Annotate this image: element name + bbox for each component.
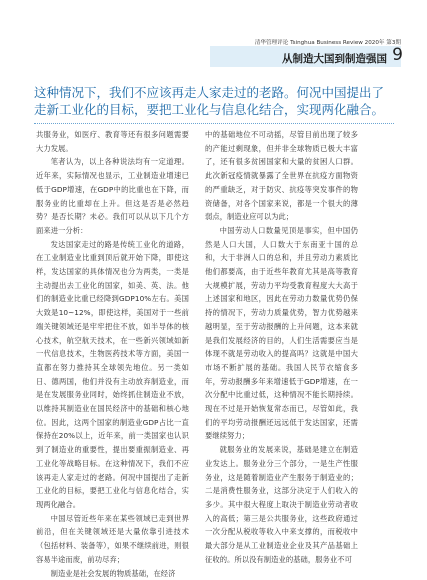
article-column-left xyxy=(36,128,189,580)
pullquote: 这种情况下，我们不应该再走人家走过的老路。何况中国提出了走新工业化的目标，要把工业化与信息化结合，实现两化融合。 xyxy=(34,84,394,118)
paragraph: 就服务业的发展来说，基础是建立在制造业发达上。服务业分三个部分，一是生产性服务业，这是随着制造业产生服务于制造业的；二是消费性服务业，这部分决定于人们收入的多少。其中很大程度上取决于制造业劳动者收入的高低；第三是公共服务业，这些政府通过一次分配从税收等收入中来支撑的，而税收中最大部分是从工业制造业企业及其产品基础上征收的。所以没有制造业的基础，服务业不可 xyxy=(205,443,358,566)
pullquote-divider xyxy=(34,123,394,124)
section-title: 从制造大国到制造强国 xyxy=(282,51,387,66)
paragraph: 笔者认为，以上各种说法均有一定道理。近年来，实际情况也显示，工业制造业增速已低于GDP增速，在GDP中的比重也在下降，而服务业的比重却在上升。但这是否是必然趋势？是否长期？未必。我们可以从以下几个方面来进一分析： xyxy=(36,155,189,237)
paragraph: 共服务业，如医疗、教育等还有很多问题需要大力发展。 xyxy=(36,128,189,155)
article-column-right xyxy=(205,128,358,567)
paragraph: 中国劳动人口数量见顶是事实，但中国仍然是人口大国，人口数大于东南亚十国的总和，大于非洲人口的总和，并且劳动力素质比他们都要高，由于近些年教育尤其是高等教育大规模扩展，劳动力平均受教育程度大大高于上述国家和地区，因此在劳动力数量优势仍保持的情况下，劳动力质量优势，智力优势越来越明显，至于劳动报酬的上升问题，这本来就是我们发展经济的目的，人们生活需要应当是体现不就是劳动收入的提高吗？这就是中国大市场不断扩展的基础。我国人民节衣缩食多年，劳动报酬多年来增速低于GDP增速，在一次分配中比重过低，这种情况不能长期持续。现在不过是开始恢复常态而已，尽管如此，我们的平均劳动报酬还远远低于发达国家，还需要继续努力； xyxy=(205,224,358,443)
paragraph: 中国尽管近些年来在某些领域已走到世界前沿，但在关键领域还是大量依靠引进技术（包括材料、装备等），如果不继续前进，则很容易半途而废，前功尽弃； xyxy=(36,512,189,567)
journal-masthead: 清华管理评论 Tsinghua Business Review 2020年 第3期 xyxy=(255,38,401,46)
paragraph: 发达国家走过的路是传统工业化的道路，在工业制造业比重到顶后就开始下降，即使这样，发达国家的具体情况也分为两类，一类是主动提出去工业化的国家，如美、英、法。他们的制造业比重已经降到GDP10%左右。美国大致是10~12%，即使这样，美国对于一些前端关键领域还是牢牢把住不放，如半导体的核心技术，航空航天技术，在一些新兴领域如新一代信息技术，生物医药技术等方面，美国一直都在努力推持其全球领先地位。另一类如日、德两国，他们并没有主动放弃制造业，而是在发展服务业同时，始终抓住制造业不放，以维持其制造业在国民经济中的基础和核心地位。因此，这两个国家的制造业GDP占比一直保持在20%以上，近年来，前一类国家也认识到了制造业的重要性，提出要重振制造业、再工业化等战略目标。在这种情况下，我们不应该再走人家走过的老路。何况中国提出了走新工业化的目标，要把工业化与信息化结合，实现两化融合。 xyxy=(36,238,189,512)
paragraph: 中的基础地位不可动摇，尽管目前出现了较多的产能过剩现象，但并非全球物质已极大丰富了，还有很多贫困国家和大量的贫困人口群。此次新冠疫情就暴露了全世界在抗疫方面物资的严重缺乏，对于防灾、抗疫等突发事件的物资储备，对各个国家来说，都是一个很大的薄弱点，制造业应可以为此； xyxy=(205,128,358,224)
page-number: 9 xyxy=(392,45,403,65)
paragraph: 制造业是社会发展的物质基础，在经济 xyxy=(36,567,189,580)
